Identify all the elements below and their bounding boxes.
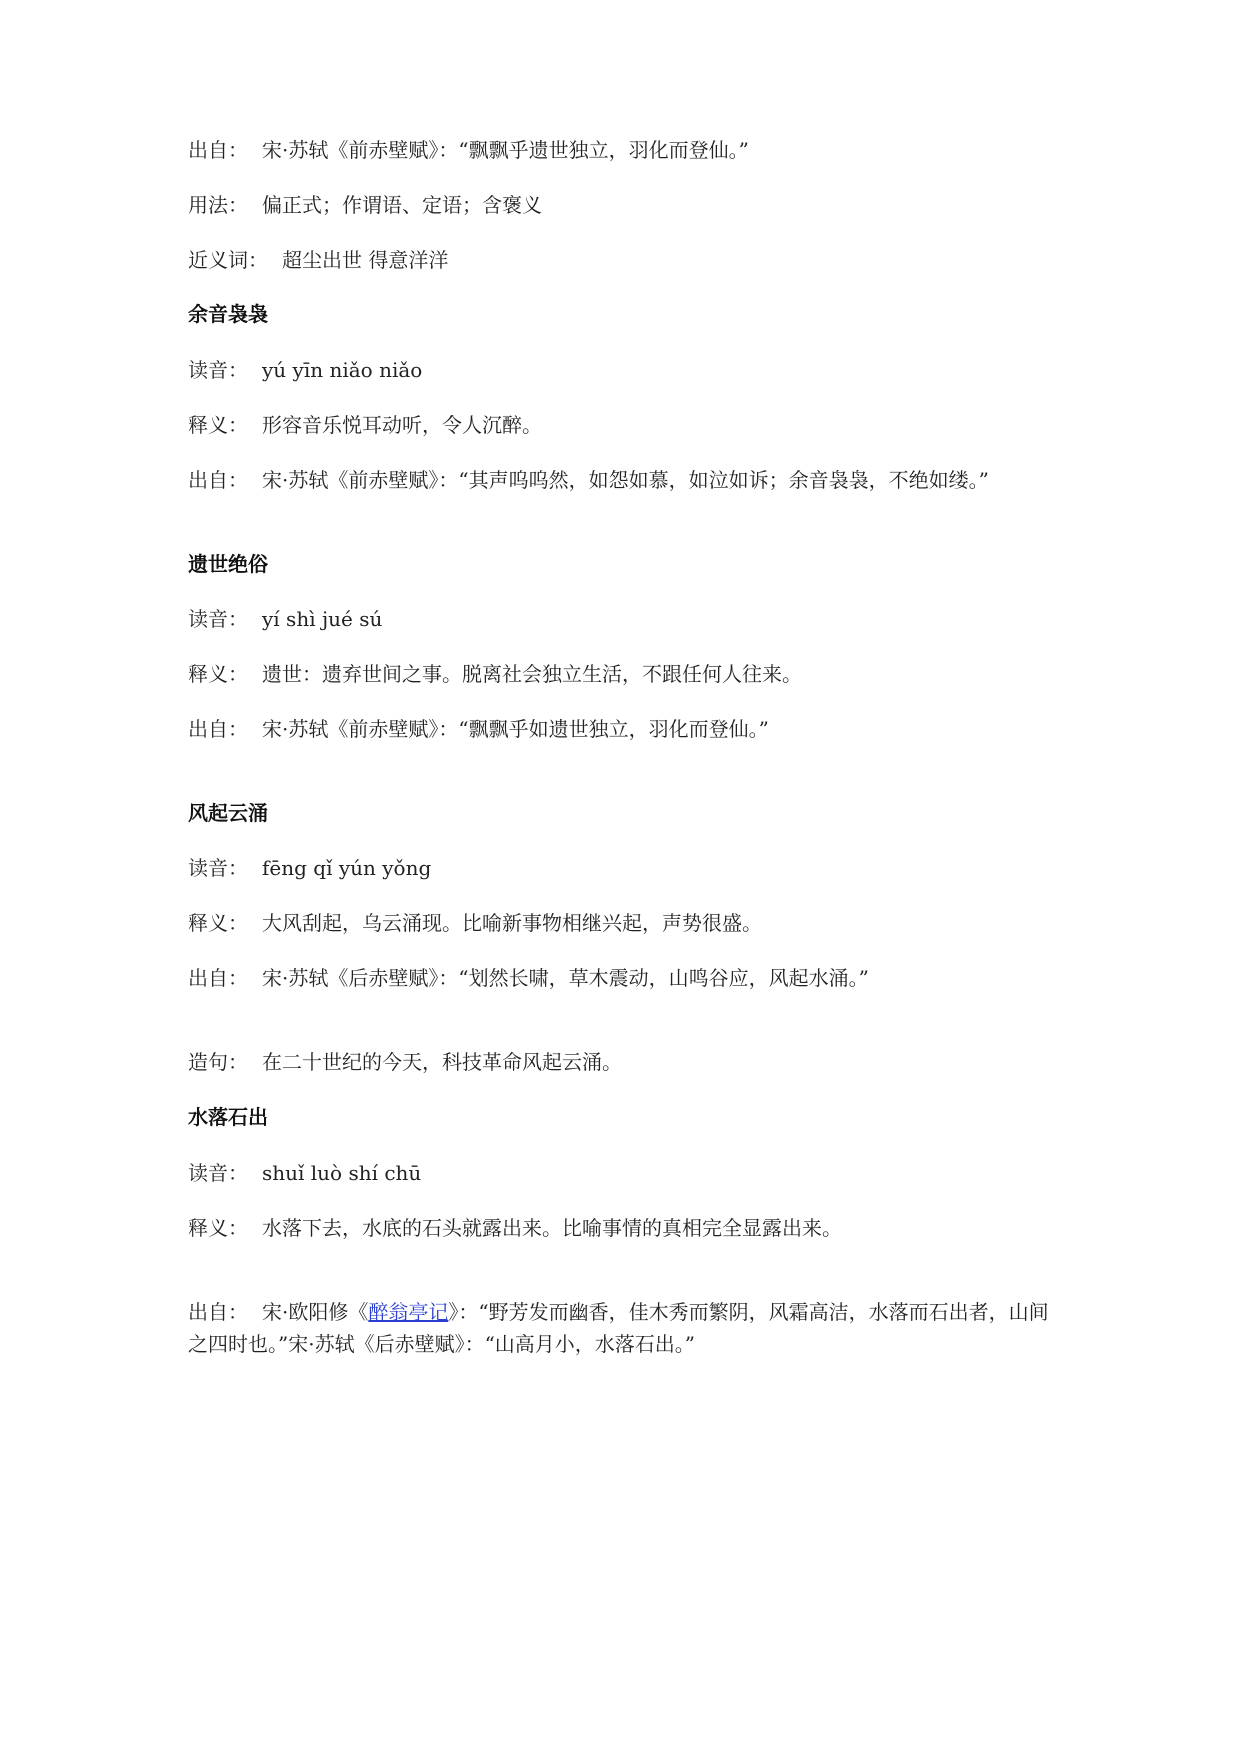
entry2-source: [188, 713, 1068, 745]
entry3-source: [188, 962, 1068, 994]
source-text: 宋·苏轼《后赤壁赋》：“划然长啸，草木震动，山鸣谷应，风起水涌。”: [262, 966, 869, 990]
entry3-pinyin: [188, 852, 1068, 884]
pinyin-label: 读音：: [188, 358, 248, 382]
meaning-text: 大风刮起，乌云涌现。比喻新事物相继兴起，声势很盛。: [262, 911, 762, 935]
entry3-title: 风起云涌: [188, 801, 268, 825]
entry3-meaning: [188, 907, 1068, 939]
pinyin-label: 读音：: [188, 1161, 248, 1185]
entry4-pinyin: [188, 1157, 1068, 1189]
pinyin-label: 读音：: [188, 856, 248, 880]
source-text: 宋·苏轼《前赤壁赋》：“飘飘乎如遗世独立，羽化而登仙。”: [262, 717, 769, 741]
source-prefix: 宋·欧阳修《: [262, 1300, 369, 1324]
entry4-title: 水落石出: [188, 1105, 268, 1129]
entry1-title: 余音袅袅: [188, 302, 268, 326]
meaning-text: 水落下去，水底的石头就露出来。比喻事情的真相完全显露出来。: [262, 1216, 842, 1240]
source-suffix: 》：“野芳发而幽香，佳木秀而繁阴，风霜高洁，水落而石出者，山间之四时也。”宋·苏轼《后赤壁赋》：“山高月小，水落石出。”: [188, 1300, 1049, 1356]
entry4-meaning: [188, 1212, 1068, 1244]
pinyin-label: 读音：: [188, 607, 248, 631]
entry1-meaning: [188, 409, 1068, 441]
pinyin-text: yí shì jué sú: [262, 607, 383, 631]
source-label: 出自：: [188, 717, 248, 741]
entry1-pinyin: [188, 354, 1068, 386]
meaning-label: 释义：: [188, 413, 248, 437]
source-link[interactable]: 醉翁亭记: [368, 1300, 449, 1324]
usage-label: 用法：: [188, 193, 248, 217]
entry0-synonym: [188, 244, 1068, 276]
entry0-source: [188, 134, 1068, 166]
synonym-label: 近义词：: [188, 248, 268, 272]
entry1-source: [188, 464, 1068, 496]
entry2-pinyin: [188, 603, 1068, 635]
example-label: 造句：: [188, 1050, 248, 1074]
source-label: 出自：: [188, 1300, 248, 1324]
entry0-usage: [188, 189, 1068, 221]
example-text: 在二十世纪的今天，科技革命风起云涌。: [262, 1050, 622, 1074]
entry3-example: [188, 1046, 1068, 1078]
source-text: 宋·苏轼《前赤壁赋》：“其声呜呜然，如怨如慕，如泣如诉；余音袅袅，不绝如缕。”: [262, 468, 989, 492]
meaning-label: 释义：: [188, 662, 248, 686]
entry2-meaning: [188, 658, 1068, 690]
entry2-title: 遗世绝俗: [188, 552, 268, 576]
meaning-label: 释义：: [188, 911, 248, 935]
source-text: 宋·苏轼《前赤壁赋》：“飘飘乎遗世独立，羽化而登仙。”: [262, 138, 749, 162]
meaning-text: 遗世：遗弃世间之事。脱离社会独立生活，不跟任何人往来。: [262, 662, 802, 686]
usage-text: 偏正式；作谓语、定语；含褒义: [262, 193, 542, 217]
source-label: 出自：: [188, 468, 248, 492]
pinyin-text: fēng qǐ yún yǒng: [262, 856, 432, 880]
synonym-text: 超尘出世 得意洋洋: [282, 248, 449, 272]
meaning-label: 释义：: [188, 1216, 248, 1240]
meaning-text: 形容音乐悦耳动听，令人沉醉。: [262, 413, 542, 437]
source-label: 出自：: [188, 966, 248, 990]
source-label: 出自：: [188, 138, 248, 162]
entry4-source: [188, 1296, 1068, 1360]
pinyin-text: yú yīn niǎo niǎo: [262, 358, 423, 382]
pinyin-text: shuǐ luò shí chū: [262, 1161, 422, 1185]
